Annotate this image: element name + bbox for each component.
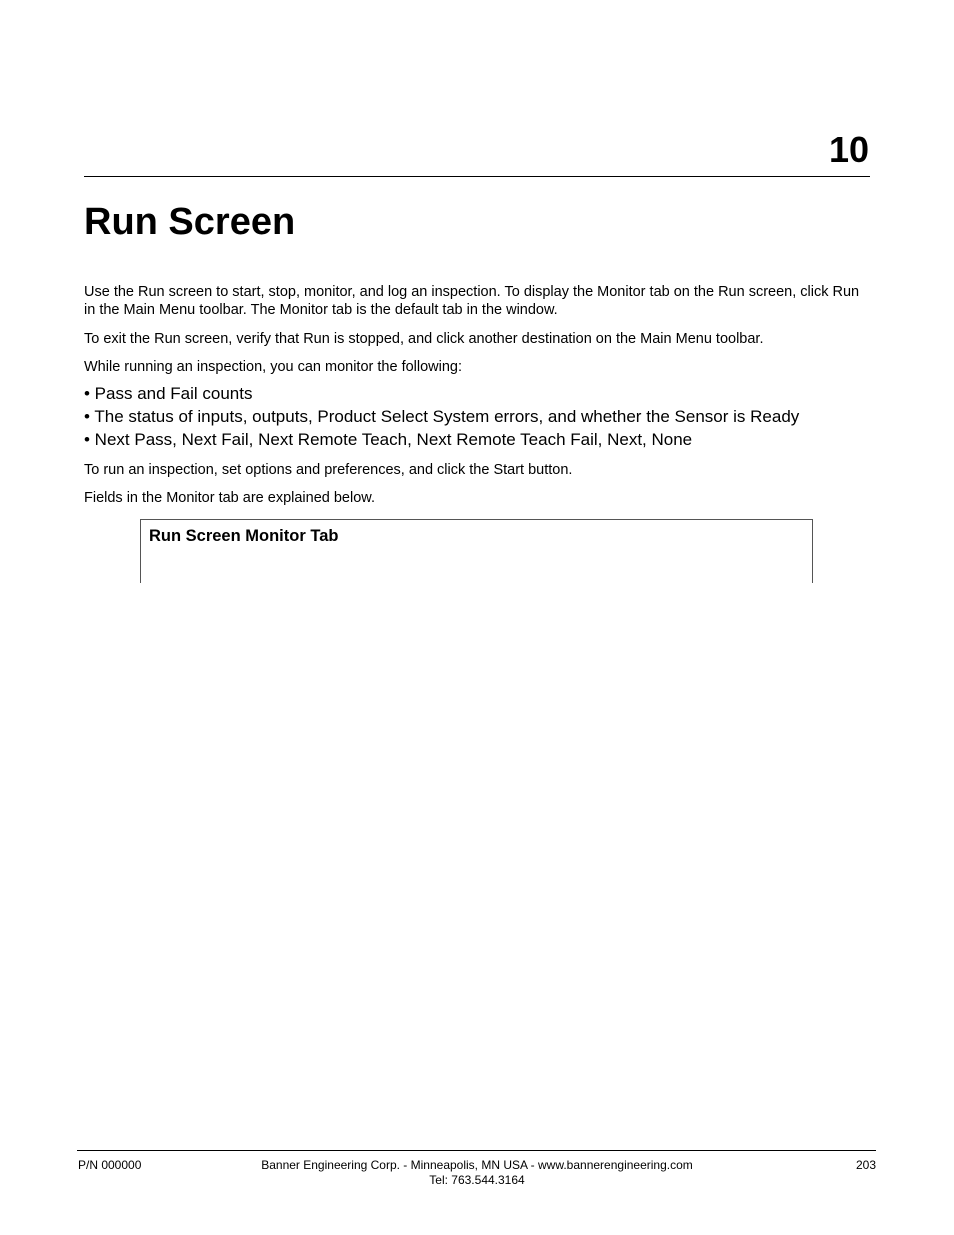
run-inspection-paragraph: To run an inspection, set options and preferences, and click the Start button.	[84, 462, 573, 478]
footer-company-line: Banner Engineering Corp. - Minneapolis, MN USA - www.bannerengineering.com	[261, 1158, 693, 1172]
chapter-rule	[84, 176, 870, 177]
footer-part-number: P/N 000000	[78, 1158, 142, 1172]
chapter-title: Run Screen	[84, 201, 296, 243]
monitor-lead-paragraph: While running an inspection, you can monitor the following:	[84, 359, 463, 375]
footer-company-info	[227, 1158, 727, 1188]
chapter-number: 10	[828, 129, 869, 170]
table-title: Run Screen Monitor Tab	[149, 527, 339, 545]
monitor-tab-table	[140, 519, 813, 583]
bullet-item: • Pass and Fail counts	[84, 384, 253, 403]
intro-paragraph: Use the Run screen to start, stop, monitor, and log an inspection. To display the Monitor tab on the Run screen, click Run in the Main Menu toolbar. The Monitor tab is the default tab in the window.	[84, 284, 860, 318]
footer-rule	[77, 1150, 876, 1151]
exit-paragraph: To exit the Run screen, verify that Run is stopped, and click another destination on the Main Menu toolbar.	[84, 331, 764, 347]
fields-note-paragraph: Fields in the Monitor tab are explained below.	[84, 490, 375, 506]
footer-tel-line: Tel: 763.544.3164	[429, 1173, 525, 1187]
bullet-item: • Next Pass, Next Fail, Next Remote Teach, Next Remote Teach Fail, Next, None	[84, 430, 693, 449]
footer-page-number: 203	[855, 1158, 876, 1172]
bullet-item: • The status of inputs, outputs, Product Select System errors, and whether the Sensor is Ready	[84, 407, 800, 426]
